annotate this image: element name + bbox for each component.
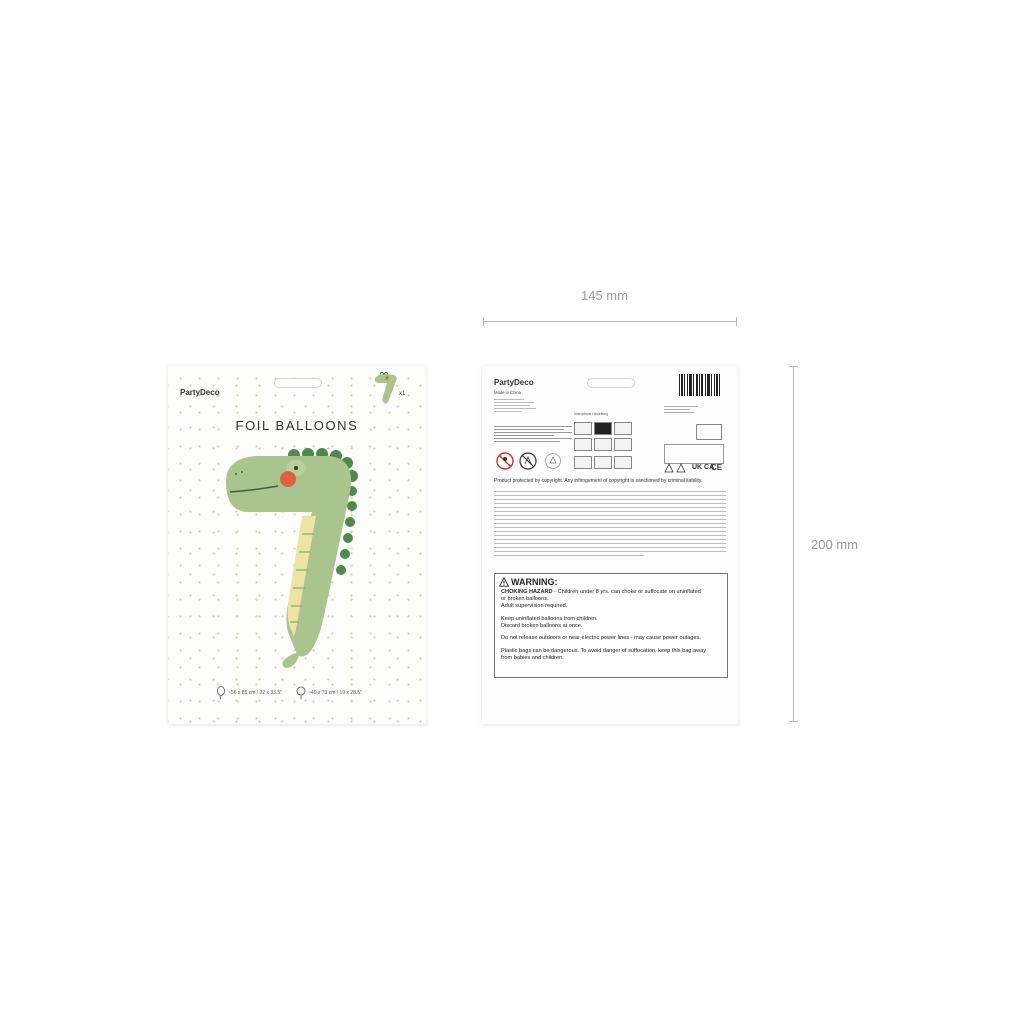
- disposal-icons: [696, 424, 722, 440]
- package-front: [168, 366, 426, 724]
- plastic-bags-line: Plastic bags can be dangerous. To avoid danger of suffocation, keep this bag away: [501, 648, 707, 654]
- brand-logo: PartyDeco: [494, 378, 534, 387]
- height-dimension-line: [793, 366, 794, 722]
- mini-balloon-icon: [372, 372, 400, 406]
- warning-triangle-icon: [499, 577, 509, 587]
- inflated-size-icon: [216, 686, 226, 700]
- quantity-label: x1: [399, 391, 406, 397]
- keep-uninflated-line: Keep uninflated balloons from children.: [501, 616, 598, 622]
- deflated-size-icon: [296, 686, 306, 700]
- origin-label: Made in China: [494, 390, 522, 395]
- inflation-instructions: Instructions / Anleitung: [574, 412, 632, 474]
- choking-hazard-line: [501, 589, 721, 596]
- hazard-triangle-icons: [664, 463, 690, 473]
- address-block: [494, 397, 540, 414]
- package-back: [482, 366, 738, 724]
- product-info-block: [664, 404, 722, 415]
- hang-hole: [274, 378, 322, 388]
- discard-broken-line: Discard broken balloons at once.: [501, 623, 583, 629]
- deflated-size-label: ~49 x 73 cm / 19 x 28.5": [308, 690, 362, 696]
- copyright-notice: Product protected by copyright. Any infringement of copyright is sanctioned by criminal liability.: [494, 478, 703, 484]
- product-title: FOIL BALLOONS: [235, 418, 359, 433]
- multilingual-warnings: [494, 424, 572, 444]
- do-not-release-line: Do not release outdoors or near electric power lines - may cause power outages.: [501, 635, 701, 641]
- width-dimension-line: [483, 321, 737, 322]
- ukca-mark: UK CA: [692, 464, 715, 471]
- supervision-line: Adult supervision required.: [501, 603, 568, 609]
- choking-hazard-text: - Children under 8 yrs. can choke or suffocate on uninflated: [552, 589, 701, 595]
- multilingual-text-block: [494, 488, 726, 568]
- plastic-bags-line-2: from babies and children.: [501, 655, 564, 661]
- choking-hazard-bold: CHOKING HAZARD: [501, 589, 553, 595]
- choking-hazard-line-2: or broken balloons.: [501, 596, 549, 602]
- recycle-icon: [544, 452, 562, 470]
- no-children-icon: [496, 452, 514, 470]
- ce-mark: CE: [711, 463, 723, 472]
- batch-table: [664, 444, 724, 464]
- hang-hole: [587, 378, 635, 388]
- warning-title: WARNING:: [511, 577, 558, 587]
- crocodile-seven-balloon: [216, 446, 366, 674]
- no-power-lines-icon: [519, 452, 537, 470]
- inflated-size-label: ~56 x 85 cm / 22 x 33.5": [228, 690, 282, 696]
- brand-logo: PartyDeco: [180, 388, 220, 397]
- width-dimension-label: 145 mm: [581, 288, 628, 303]
- barcode: [679, 374, 723, 396]
- warning-box: [494, 573, 728, 678]
- height-dimension-label: 200 mm: [811, 537, 858, 552]
